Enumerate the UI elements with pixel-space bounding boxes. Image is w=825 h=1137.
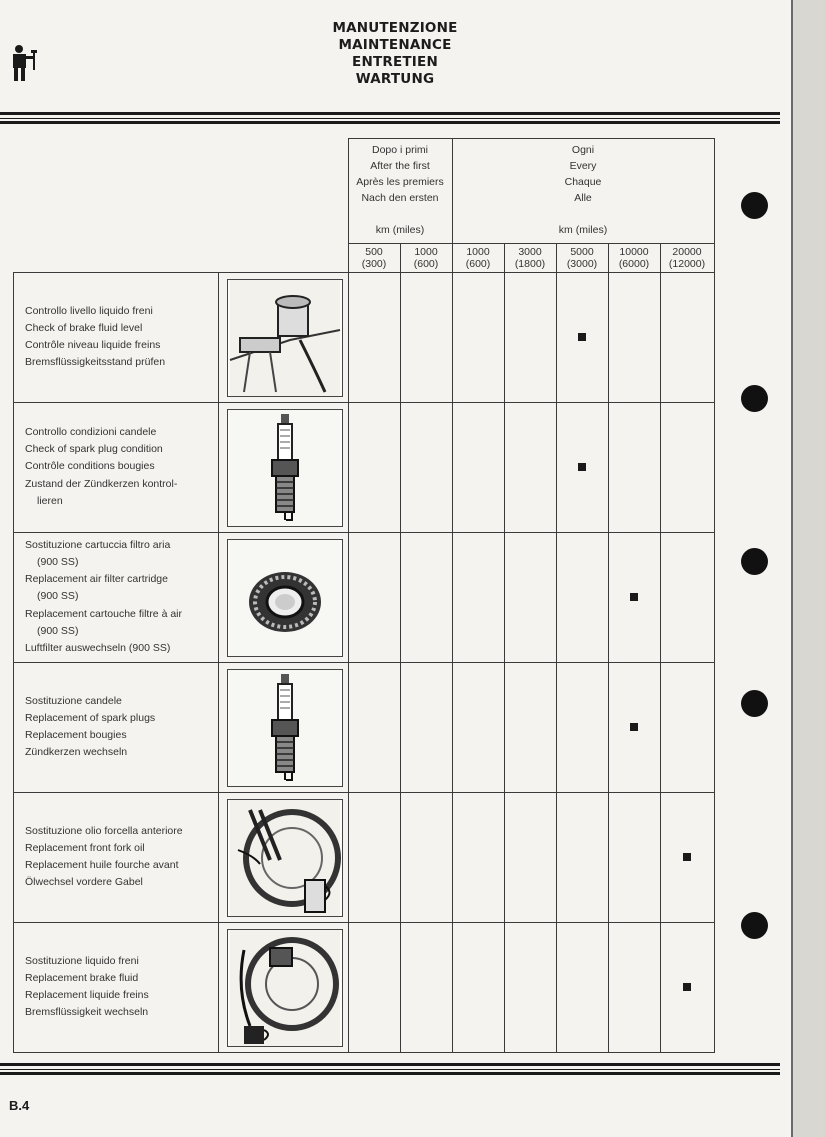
table-rule <box>13 272 14 1053</box>
air-filter-illustration <box>227 539 343 657</box>
description-line: lieren <box>37 494 63 507</box>
header-line: Après les premiers <box>356 176 444 188</box>
header-after-first-unit: km (miles) <box>375 224 425 236</box>
description-line: (900 SS) <box>37 590 79 603</box>
table-rule <box>348 138 349 1053</box>
page-edge <box>793 0 825 1137</box>
description-line: Check of brake fluid level <box>25 321 143 334</box>
interval-miles: (600) <box>413 258 439 270</box>
table-rule <box>13 532 715 533</box>
table-rule <box>13 792 715 793</box>
row-description <box>25 693 215 762</box>
description-line: Replacement front fork oil <box>25 841 145 854</box>
interval-header <box>660 246 714 270</box>
interval-miles: (12000) <box>668 258 706 270</box>
row-description <box>25 537 215 657</box>
description-line: Ölwechsel vordere Gabel <box>25 876 143 889</box>
interval-km: 5000 <box>570 246 594 258</box>
interval-km: 3000 <box>518 246 542 258</box>
header-after-first <box>348 142 452 206</box>
title-line-fr: ENTRETIEN <box>352 54 438 70</box>
page-edge-shadow <box>791 0 793 1137</box>
bottom-rule <box>0 1063 780 1066</box>
description-line: Replacement bougies <box>25 729 127 741</box>
description-line: Luftfilter auswechseln (900 SS) <box>25 642 171 655</box>
table-rule <box>608 243 609 1053</box>
binder-hole <box>741 690 768 717</box>
page-number: B.4 <box>9 1098 30 1113</box>
table-rule <box>504 243 505 1053</box>
description-line: (900 SS) <box>37 624 79 637</box>
description-line: Sostituzione cartuccia filtro aria <box>25 538 171 551</box>
title-line-de: WARTUNG <box>355 71 435 87</box>
interval-km: 500 <box>365 246 383 258</box>
header-line: After the first <box>370 160 430 172</box>
interval-header <box>608 246 660 270</box>
description-line: Zündkerzen wechseln <box>25 746 128 759</box>
brake-caliper-illustration <box>227 929 343 1047</box>
interval-header <box>452 246 504 270</box>
description-line: Replacement liquide freins <box>25 989 149 1001</box>
spark-plug-illustration <box>227 669 343 787</box>
table-rule <box>714 138 715 1053</box>
interval-header <box>504 246 556 270</box>
header-line: Nach den ersten <box>361 192 439 204</box>
interval-km: 20000 <box>672 246 702 258</box>
table-rule <box>660 243 661 1053</box>
description-line: Controllo condizioni candele <box>25 426 157 438</box>
schedule-mark <box>630 723 638 731</box>
interval-miles: (3000) <box>566 258 598 270</box>
title-line-en: MAINTENANCE <box>338 37 452 53</box>
description-line: Contrôle conditions bougies <box>25 460 155 473</box>
interval-km: 10000 <box>619 246 649 258</box>
mechanic-icon <box>10 44 40 84</box>
schedule-mark <box>578 333 586 341</box>
binder-hole <box>741 548 768 575</box>
binder-hole <box>741 385 768 412</box>
bottom-rule-thin <box>0 1069 780 1070</box>
table-rule <box>13 1052 715 1053</box>
top-rule <box>0 112 780 115</box>
header-every <box>452 142 714 206</box>
interval-miles: (300) <box>361 258 387 270</box>
page-title <box>300 20 490 88</box>
interval-miles: (600) <box>465 258 491 270</box>
description-line: Bremsflüssigkeit wechseln <box>25 1006 149 1019</box>
title-line-it: MANUTENZIONE <box>332 20 458 36</box>
schedule-mark <box>578 463 586 471</box>
interval-km: 1000 <box>414 246 438 258</box>
interval-miles: (6000) <box>618 258 650 270</box>
description-line: (900 SS) <box>37 556 79 568</box>
schedule-mark <box>683 983 691 991</box>
row-description <box>25 303 215 372</box>
interval-header <box>556 246 608 270</box>
row-description <box>25 823 215 892</box>
schedule-mark <box>630 593 638 601</box>
header-line: Ogni <box>571 144 595 156</box>
brake-fluid-reservoir-illustration <box>227 279 343 397</box>
table-rule <box>348 138 715 139</box>
front-fork-illustration <box>227 799 343 917</box>
description-line: Zustand der Zündkerzen kontrol- <box>25 477 178 490</box>
description-line: Controllo livello liquido freni <box>25 304 153 317</box>
top-rule-thick <box>0 121 780 124</box>
row-description <box>25 424 215 510</box>
binder-hole <box>741 912 768 939</box>
interval-km: 1000 <box>466 246 490 258</box>
description-line: Replacement huile fourche avant <box>25 859 179 871</box>
table-rule <box>13 922 715 923</box>
description-line: Replacement air filter cartridge <box>25 573 168 586</box>
schedule-mark <box>683 853 691 861</box>
description-line: Replacement cartouche filtre à air <box>25 607 182 620</box>
table-rule <box>452 138 453 1053</box>
table-rule <box>13 662 715 663</box>
interval-miles: (1800) <box>514 258 546 270</box>
header-line: Alle <box>574 192 592 204</box>
spark-plug-illustration <box>227 409 343 527</box>
description-line: Replacement brake fluid <box>25 971 139 984</box>
row-description <box>25 953 215 1022</box>
table-rule <box>218 272 219 1053</box>
description-line: Sostituzione candele <box>25 694 122 707</box>
description-line: Replacement of spark plugs <box>25 711 156 724</box>
description-line: Check of spark plug condition <box>25 443 163 456</box>
table-rule <box>13 272 715 273</box>
description-line: Contrôle niveau liquide freins <box>25 339 161 351</box>
header-line: Every <box>569 160 597 172</box>
header-line: Chaque <box>564 176 602 188</box>
interval-header <box>348 246 400 270</box>
binder-hole <box>741 192 768 219</box>
top-rule-thin <box>0 118 780 119</box>
description-line: Sostituzione olio forcella anteriore <box>25 824 183 837</box>
table-rule <box>556 243 557 1053</box>
header-every-unit: km (miles) <box>558 224 608 236</box>
table-rule <box>13 402 715 403</box>
interval-header <box>400 246 452 270</box>
header-line: Dopo i primi <box>371 144 429 156</box>
bottom-rule-thick <box>0 1072 780 1075</box>
description-line: Sostituzione liquido freni <box>25 954 139 967</box>
description-line: Bremsflüssigkeitsstand prüfen <box>25 356 166 369</box>
table-rule <box>400 243 401 1053</box>
